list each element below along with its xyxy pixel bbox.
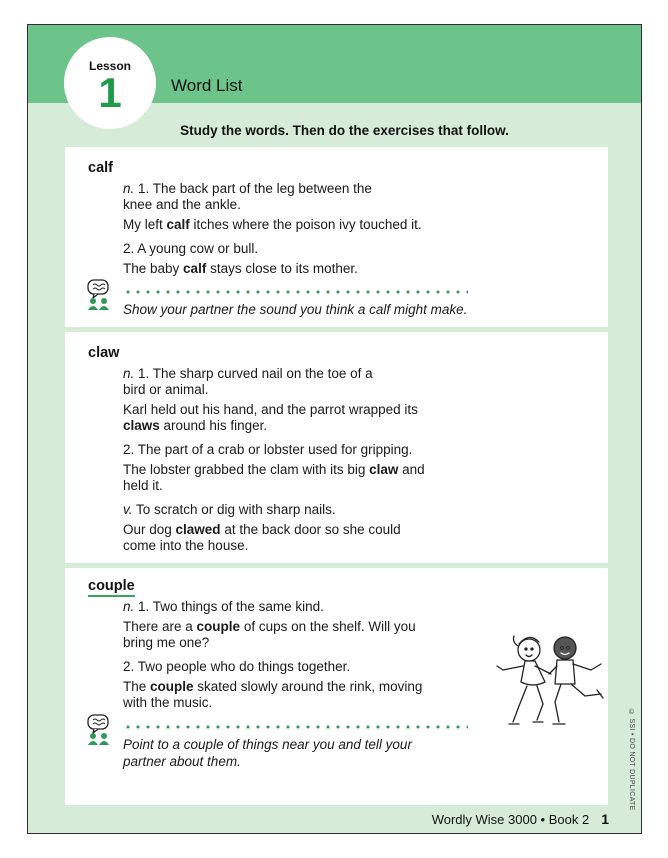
partner-talk-icon [85, 279, 113, 313]
partner-prompt: partner about them. [123, 754, 241, 769]
definition-line: 2. Two people who do things together. [123, 659, 351, 674]
page-number: 1 [601, 811, 609, 827]
skating-couple-illustration [493, 630, 605, 734]
partner-talk-icon [85, 714, 113, 748]
definition-line: 2. The part of a crab or lobster used for gripping. [123, 442, 413, 457]
definition-line: n. 1. The back part of the leg between the [123, 181, 372, 196]
book-title: Wordly Wise 3000 • Book 2 [431, 812, 590, 827]
lesson-label: Lesson [88, 59, 131, 73]
lesson-badge [64, 37, 156, 129]
example-sentence: My left calf itches where the poison ivy touched it. [123, 217, 422, 232]
instructions: Study the words. Then do the exercises that follow. [180, 123, 509, 138]
example-sentence: come into the house. [123, 538, 249, 553]
lesson-number: 1 [98, 69, 122, 116]
partner-prompt: Point to a couple of things near you and tell your [123, 737, 412, 752]
example-sentence: The baby calf stays close to its mother. [123, 261, 358, 276]
example-sentence: held it. [123, 478, 163, 493]
definition-line: knee and the ankle. [123, 197, 241, 212]
example-sentence: The couple skated slowly around the rink, moving [123, 679, 423, 694]
page-footer [432, 811, 609, 827]
definition-line: n. 1. The sharp curved nail on the toe of a [123, 366, 373, 381]
word-entry-calf [65, 147, 608, 327]
section-title: Word List [171, 76, 243, 95]
example-sentence: claws around his finger. [123, 418, 268, 433]
headword: claw [88, 345, 120, 361]
example-sentence: bring me one? [123, 635, 210, 650]
headword: calf [88, 160, 113, 176]
headword: couple [88, 578, 135, 594]
partner-prompt: Show your partner the sound you think a calf might make. [123, 302, 468, 317]
example-sentence: with the music. [123, 695, 213, 710]
copyright-notice: © SSI • DO NOT DUPLICATE [628, 709, 635, 811]
word-entry-couple [65, 568, 608, 805]
example-sentence: Karl held out his hand, and the parrot wrapped its [123, 402, 418, 417]
definition-line: v. To scratch or dig with sharp nails. [123, 502, 336, 517]
definition-line: bird or animal. [123, 382, 209, 397]
word-entry-claw [65, 332, 608, 563]
dotted-divider [123, 290, 468, 294]
dotted-divider [123, 725, 468, 729]
example-sentence: There are a couple of cups on the shelf. Will you [123, 619, 416, 634]
definition-line: 2. A young cow or bull. [123, 241, 259, 256]
example-sentence: The lobster grabbed the clam with its big claw and [123, 462, 425, 477]
definition-line: n. 1. Two things of the same kind. [123, 599, 324, 614]
worksheet-page [27, 24, 642, 834]
example-sentence: Our dog clawed at the back door so she could [123, 522, 401, 537]
